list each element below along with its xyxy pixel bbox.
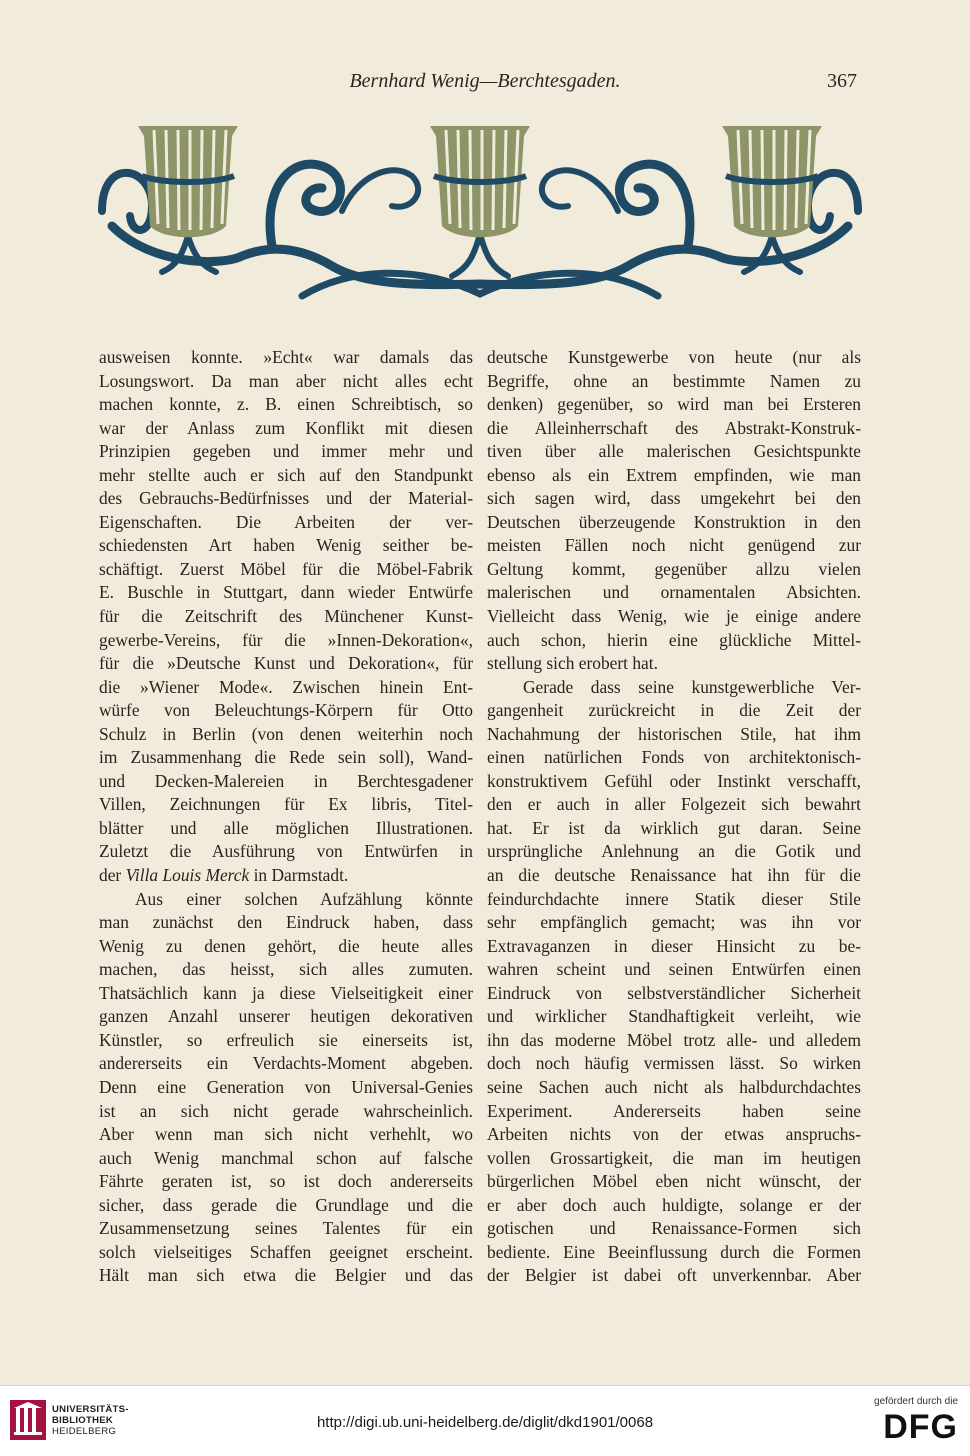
text-line: man zunächst den Eindruck haben, dass [99, 912, 473, 933]
text-line: Thatsächlich kann ja diese Vielseitigkeit einer [99, 982, 473, 1003]
funded-by-label: gefördert durch die [874, 1396, 958, 1407]
text-line: doch noch häufig vermissen lässt. So wirken [487, 1053, 861, 1074]
text-line: machen konnte, z. B. einen Schreibtisch, so [99, 394, 473, 415]
text-line: ursprüngliche Anlehnung an die Gotik und [487, 841, 861, 862]
text-line: bediente. Eine Beeinflussung durch die Formen [487, 1241, 861, 1262]
text-line: ist an sich nicht gerade wahrscheinlich. [99, 1100, 473, 1121]
text-line: Aus einer solchen Aufzählung könnte [135, 888, 473, 909]
text-line: Vielleicht dass Wenig, wie je einige andere [487, 606, 861, 627]
text-line: konstruktivem Gefühl oder Instinkt verschafft, [487, 770, 861, 791]
text-line: war der Anlass zum Konflikt mit diesen [99, 417, 473, 438]
text-line: machen, das heisst, sich alles zumuten. [99, 959, 473, 980]
text-line: an die deutsche Renaissance hat ihn für die [487, 865, 861, 886]
text-line: gangenheit zurückreicht in die Zeit der [487, 700, 861, 721]
text-line: Gerade dass seine kunstgewerbliche Ver- [523, 676, 861, 697]
text-line: seine Sachen auch nicht als halbdurchdachtes [487, 1076, 861, 1097]
text-line: Wenig zu denen gehört, die heute alles [99, 935, 473, 956]
text-line: Prinzipien gegeben und immer mehr und [99, 441, 473, 462]
text-line: gotischen und Renaissance-Formen sich [487, 1218, 861, 1239]
text-line: tiven über alle malerischen Gesichtspunkte [487, 441, 861, 462]
text-line: Hält man sich etwa die Belgier und das [99, 1265, 473, 1286]
library-line-2: BIBLIOTHEK [52, 1415, 114, 1426]
text-line: würfe von Beleuchtungs-Körpern für Otto [99, 700, 473, 721]
text-line: Begriffe, ohne an bestimmte Namen zu [487, 370, 861, 391]
text-line: ihn das moderne Möbel trotz alle- und alledem [487, 1029, 861, 1050]
text-line: feindurchdachte innere Statik dieser Stile [487, 888, 861, 909]
text-line: Zuletzt die Ausführung von Entwürfen in [99, 841, 473, 862]
text-line: auch schon, hierin eine glückliche Mittel- [487, 629, 861, 650]
text-line: einen natürlichen Fonds von architektonisch- [487, 747, 861, 768]
text-line: sich sagen wird, dass umgekehrt bei den [487, 488, 861, 509]
text-line: malerischen und ornamentalen Absichten. [487, 582, 861, 603]
text-line: Eigenschaften. Die Arbeiten der ver- [99, 511, 473, 532]
text-line: auch Wenig manchmal schon auf falsche [99, 1147, 473, 1168]
text-line: im Zusammenhang die Rede sein soll), Wand- [99, 747, 473, 768]
right-paragraph-1 [487, 346, 861, 676]
text-line: Nachahmung der historischen Stile, hat ihm [487, 723, 861, 744]
text-line: Experiment. Andererseits haben seine [487, 1100, 861, 1121]
running-title: Bernhard Wenig—Berchtesgaden. [349, 70, 621, 92]
text-line: der Belgier ist dabei oft unverkennbar. Aber [487, 1265, 861, 1286]
text-line: sehr empfänglich gemacht; was ihn vor [487, 912, 861, 933]
text-line: Eindruck von selbstverständlicher Sicherheit [487, 982, 861, 1003]
text-line: Aber wenn man sich nicht verhehlt, wo [99, 1124, 473, 1145]
text-line: gewerbe-Vereins, für die »Innen-Dekoration«, [99, 629, 473, 650]
text-line: denken) gegenüber, so wird man bei Ersteren [487, 394, 861, 415]
text-line: ausweisen konnte. »Echt« war damals das [99, 347, 473, 367]
dfg-logo[interactable]: DFG [883, 1408, 958, 1446]
permalink-url[interactable]: http://digi.ub.uni-heidelberg.de/diglit/dkd1901/0068 [316, 1414, 654, 1431]
text-line: Zusammensetzung seines Talentes für ein [99, 1218, 473, 1239]
text-line: für die »Deutsche Kunst und Dekoration«, für [99, 653, 473, 674]
library-line-3: HEIDELBERG [52, 1426, 117, 1437]
text-line: hat. Er ist da wirklich gut daran. Seine [487, 817, 861, 838]
text-line: stellung sich erobert hat. [487, 653, 658, 674]
text-line: schiedensten Art haben Wenig seither be- [99, 535, 473, 556]
text-line: Denn eine Generation von Universal-Genies [99, 1076, 473, 1097]
text-line: und Decken-Malereien in Berchtesgadener [99, 770, 473, 791]
text-line: Villen, Zeichnungen für Ex libris, Titel- [99, 794, 473, 815]
left-paragraph-1 [99, 346, 473, 888]
text-line: ebenso als ein Extrem empfinden, wie man [487, 464, 861, 485]
text-line: Extravaganzen in dieser Hinsicht zu be- [487, 935, 861, 956]
text-line: deutsche Kunstgewerbe von heute (nur als [487, 347, 861, 367]
text-line: E. Buschle in Stuttgart, dann wieder Entwürfe [99, 582, 473, 603]
text-line: Künstler, so erfreulich sie einerseits ist, [99, 1029, 473, 1050]
text-line: des Gebrauchs-Bedürfnisses und der Material- [99, 488, 473, 509]
text-line-villa [99, 864, 473, 888]
text-line: die Alleinherrschaft des Abstrakt-Konstruk- [487, 417, 861, 438]
right-text-column [487, 346, 861, 1288]
text-line: Deutschen überzeugende Konstruktion in den [487, 511, 861, 532]
text-line: Geltung kommt, gegenüber allzu vielen [487, 558, 861, 579]
text-line: blätter und alle möglichen Illustrationen. [99, 817, 473, 838]
text-line: wahren scheint und seinen Entwürfen einen [487, 959, 861, 980]
text-line: ganzen Anzahl unserer heutigen dekorativen [99, 1006, 473, 1027]
text-line: andererseits ein Verdachts-Moment abgeben. [99, 1053, 473, 1074]
text-line: Losungswort. Da man aber nicht alles echt [99, 370, 473, 391]
text-line: für die Zeitschrift des Münchener Kunst- [99, 606, 473, 627]
right-paragraph-2 [487, 676, 861, 1288]
text-line: vollen Grossartigkeit, die man im heutigen [487, 1147, 861, 1168]
villa-name: Villa Louis Merck [125, 865, 250, 886]
text-line: den er auch in aller Folgezeit sich bewahrt [487, 794, 861, 815]
villa-suffix: in Darmstadt. [253, 865, 349, 886]
page-number: 367 [827, 70, 857, 92]
villa-prefix: der [99, 865, 122, 886]
text-line: sicher, dass gerade die Grundlage und die [99, 1194, 473, 1215]
text-line: bürgerlichen Möbel eben nicht wünscht, der [487, 1171, 861, 1192]
text-line: meisten Fällen noch nicht genügend zur [487, 535, 861, 556]
art-nouveau-ornament [92, 116, 868, 306]
text-line: Schulz in Berlin (von denen weiterhin noch [99, 723, 473, 744]
text-line: solch vielseitiges Schaffen geeignet erscheint. [99, 1241, 473, 1262]
text-line: mehr stellte auch er sich auf den Standpunkt [99, 464, 473, 485]
text-line: er aber doch auch huldigte, solange er der [487, 1194, 861, 1215]
left-paragraph-2 [99, 888, 473, 1288]
library-line-1: UNIVERSITÄTS- [52, 1404, 129, 1415]
text-line: die »Wiener Mode«. Zwischen hinein Ent- [99, 676, 473, 697]
text-line: Fährte geraten ist, so ist doch andererseits [99, 1171, 473, 1192]
digitization-footer [0, 1385, 970, 1456]
text-line: und wirklicher Standhaftigkeit verleiht, wie [487, 1006, 861, 1027]
left-text-column [99, 346, 473, 1288]
text-line: Arbeiten nichts von der etwas anspruchs- [487, 1124, 861, 1145]
text-line: schäftigt. Zuerst Möbel für die Möbel-Fabrik [99, 558, 473, 579]
